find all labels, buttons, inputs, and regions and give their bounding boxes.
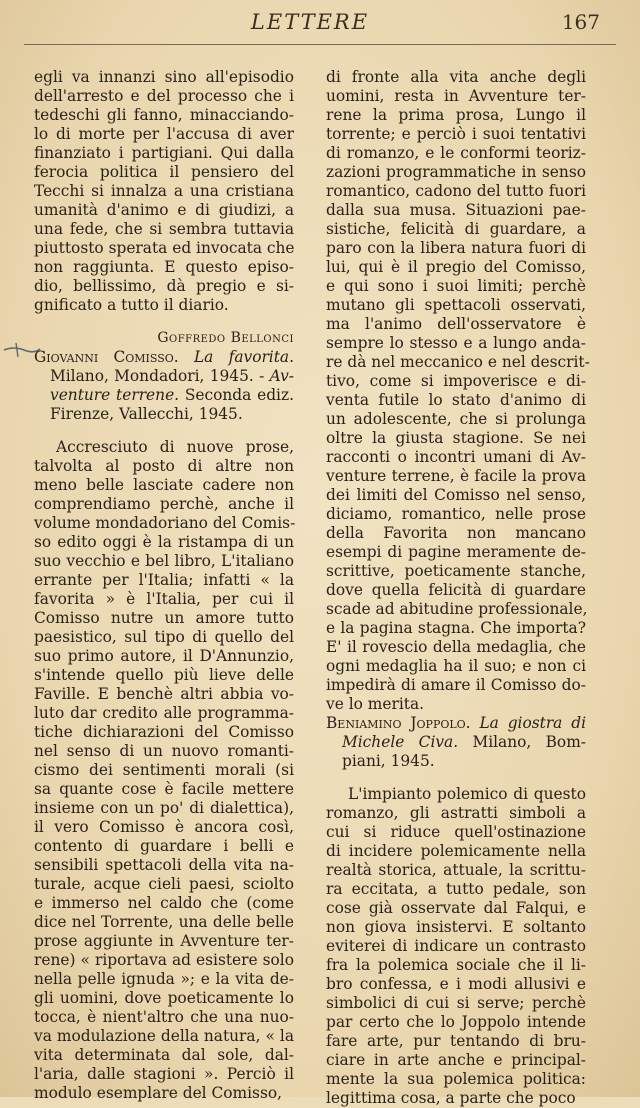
text-line: gnificato a tutto il diario. (34, 296, 229, 314)
text-line: dice nel Torrente, una delle belle (34, 913, 294, 931)
text-line: va modulazione della natura, « la (34, 1027, 294, 1045)
text-line: venture terrene, è facile la prova (326, 467, 586, 485)
text-line: bro confessa, e i modi allusivi e (326, 975, 586, 993)
reviewed-author: Giovanni Comisso. (34, 348, 179, 366)
text-line: tocca, è nient'altro che una nuo- (34, 1008, 294, 1026)
text-line: un adolescente, che si prolunga (326, 410, 586, 428)
text-line: impedirà di amare il Comisso do- (326, 676, 586, 694)
text-line: re dà nel meccanico e nel descrit- (326, 353, 590, 371)
text-line: non raggiunta. E questo episo- (34, 258, 294, 276)
text-line: turale, acque cieli paesi, sciolto (34, 875, 294, 893)
text-line: luto dar credito alle programma- (34, 704, 294, 722)
header-rule (24, 44, 616, 45)
text-line: legittima cosa, a parte che poco (326, 1089, 576, 1107)
text-line: talvolta al posto di altre non (34, 457, 294, 475)
text-line: tedeschi gli fanno, minacciando- (34, 106, 294, 124)
text-line: ferocia politica il pensiero del (34, 163, 294, 181)
text-line: tiche dichiarazioni del Comisso (34, 723, 294, 741)
text-line: par certo che lo Joppolo intende (326, 1013, 586, 1031)
text-line: fra la polemica sociale che il li- (326, 956, 586, 974)
text-line: dalla sua musa. Situazioni pae- (326, 201, 586, 219)
text-line: simbolici di cui si serve; perchè (326, 994, 586, 1012)
text-line: uomini, resta in Avventure ter- (326, 87, 586, 105)
text-line: so edito oggi è la ristampa di un (34, 533, 294, 551)
text-line: sa quante cose è facile mettere (34, 780, 294, 798)
text-line: volume mondadoriano del Comis- (34, 514, 296, 532)
text-line: cui si riduce quell'ostinazione (326, 823, 586, 841)
running-title: LETTERE (250, 10, 370, 34)
text-line: egli va innanzi sino all'episodio (34, 68, 294, 86)
continued-paragraph (326, 68, 590, 714)
review-body (34, 438, 294, 1103)
text-line: venta futile lo stato d'animo di (326, 391, 586, 409)
page-header (0, 8, 640, 38)
text-line: cismo dei sentimenti morali (si (34, 761, 294, 779)
text-line: comprendiamo perchè, anche il (34, 495, 294, 513)
text-line: torrente; e perciò i suoi tentativi (326, 125, 586, 143)
text-line: gli uomini, dove poeticamente lo (34, 989, 294, 1007)
text-line: realtà storica, attuale, la scrittu- (326, 861, 586, 879)
text-line: umanità d'animo e di giudizi, a (34, 201, 294, 219)
text-line: meno belle lasciate cadere non (34, 476, 294, 494)
text-line: il vero Comisso è ancora così, (34, 818, 294, 836)
text-line: L'impianto polemico di questo (348, 785, 586, 803)
text-line: Faville. E benchè altri abbia vo- (34, 685, 294, 703)
text-line: di fronte alla vita anche degli (326, 68, 586, 86)
text-line: nella pelle ignuda »; e la vita de- (34, 970, 294, 988)
text-line: una fede, che si sembra tuttavia (34, 220, 294, 238)
text-line: della Favorita non mancano (326, 524, 586, 542)
text-line: rene la prima prosa, Lungo il (326, 106, 586, 124)
text-line: favorita » è l'Italia, per cui il (34, 590, 294, 608)
text-line: ciare in arte anche e principal- (326, 1051, 586, 1069)
text-line: di romanzo, e le conformi teoriz- (326, 144, 586, 162)
text-line: ve lo merita. (326, 695, 425, 713)
text-line: eviterei di indicare un contrasto (326, 937, 586, 955)
text-line: e immerso nel caldo che (come (34, 894, 294, 912)
text-line: racconti o incontri umani di Av- (326, 448, 586, 466)
text-line: non giova insistervi. E soltanto (326, 918, 586, 936)
text-line: rene) « riportava ad esistere solo (34, 951, 294, 969)
text-line: romanzo, gli astratti simboli a (326, 804, 586, 822)
text-line: scade ad abitudine professionale, (326, 600, 588, 618)
text-line: sistiche, felicità di guardare, a (326, 220, 586, 238)
text-line: e la pagina stagna. Che importa? (326, 619, 586, 637)
text-line: di incidere polemicamente nella (326, 842, 586, 860)
text-line: piuttosto sperata ed invocata che (34, 239, 295, 257)
text-line: s'intende quello più lieve delle (34, 666, 294, 684)
text-line: insieme con un po' di dialettica), (34, 799, 294, 817)
text-line: prose aggiunte in Avventure ter- (34, 932, 294, 950)
text-line: sensibili spettacoli della vita na- (34, 856, 294, 874)
continued-paragraph (34, 68, 294, 315)
left-column (34, 68, 294, 1103)
text-line: vita determinata dal sole, dal- (34, 1046, 294, 1064)
text-line: zazioni programmatiche in senso (326, 163, 586, 181)
text-line: diciamo, romantico, nelle prose (326, 505, 586, 523)
reviewed-author: Beniamino Joppolo. (326, 714, 471, 732)
text-line: esempi di pagine meramente de- (326, 543, 586, 561)
text-line: dove quella felicità di guardare (326, 581, 586, 599)
text-line: modulo esemplare del Comisso, (34, 1084, 283, 1102)
text-line: cose già osservate dal Falqui, e (326, 899, 586, 917)
text-line: dell'arresto e del processo che i (34, 87, 294, 105)
text-line: paesistico, sul tipo di quello del (34, 628, 294, 646)
page-number: 167 (561, 10, 600, 34)
text-line: mutano gli spettacoli osservati, (326, 296, 586, 314)
text-line: scrittive, poeticamente stanche, (326, 562, 586, 580)
text-line: errante per l'Italia; infatti « la (34, 571, 294, 589)
spacer (34, 424, 294, 438)
spacer (326, 771, 586, 785)
text-line: romantico, cadono del tutto fuori (326, 182, 586, 200)
text-line: sempre lo stesso e a lungo anda- (326, 334, 586, 352)
text-line: finanziato i partigiani. Qui dalla (34, 144, 294, 162)
text-line: ma l'animo dell'osservatore è (326, 315, 586, 333)
text-line: l'aria, dalle stagioni ». Perciò il (34, 1065, 294, 1083)
text-line: paro con la libera natura fuori di (326, 239, 586, 257)
text-line: e qui sono i suoi limiti; perchè (326, 277, 586, 295)
text-line: suo vecchio e bel libro, L'italiano (34, 552, 294, 570)
text-line: ogni medaglia ha il suo; e non ci (326, 657, 586, 675)
text-line: mente la sua polemica politica: (326, 1070, 586, 1088)
text-line: lui, qui è il pregio del Comisso, (326, 258, 586, 276)
reviewed-title: La giostra (479, 714, 563, 732)
review-signature: Goffredo Bellonci (157, 330, 294, 346)
text-line: fare arte, pur tentando di bru- (326, 1032, 586, 1050)
text-line: tivo, come si impoverisce e di- (326, 372, 586, 390)
text-line: Accresciuto di nuove prose, (56, 438, 294, 456)
text-line: lo di morte per l'accusa di aver (34, 125, 294, 143)
right-column (326, 68, 590, 1108)
text-line: dei limiti del Comisso nel senso, (326, 486, 586, 504)
text-line: nel senso di un nuovo romanti- (34, 742, 294, 760)
bibliographic-entry: Beniamino Joppolo. La giostra di Michele Civa. Milano, Bom- piani, 1945. (326, 714, 586, 770)
text-line: oltre la giusta stagione. Se nei (326, 429, 586, 447)
text-line: Comisso nutre un amore tutto (34, 609, 294, 627)
text-line: dio, bellissimo, dà pregio e si- (34, 277, 294, 295)
reviewed-title: La favorita. (193, 348, 294, 366)
text-line: ra eccitata, a tutto pedale, son (326, 880, 586, 898)
text-line: E' il rovescio della medaglia, che (326, 638, 586, 656)
bibliographic-entry: Giovanni Comisso. La favorita. Milano, Mondadori, 1945. - Av- venture terrene. Seconda ediz. Firenze, Vallecchi, 1945. (34, 348, 294, 423)
review-body (326, 785, 586, 1108)
text-line: contento di guardare i belli e (34, 837, 294, 855)
text-line: Tecchi si innalza a una cristiana (34, 182, 294, 200)
text-line: suo primo autore, il D'Annunzio, (34, 647, 294, 665)
